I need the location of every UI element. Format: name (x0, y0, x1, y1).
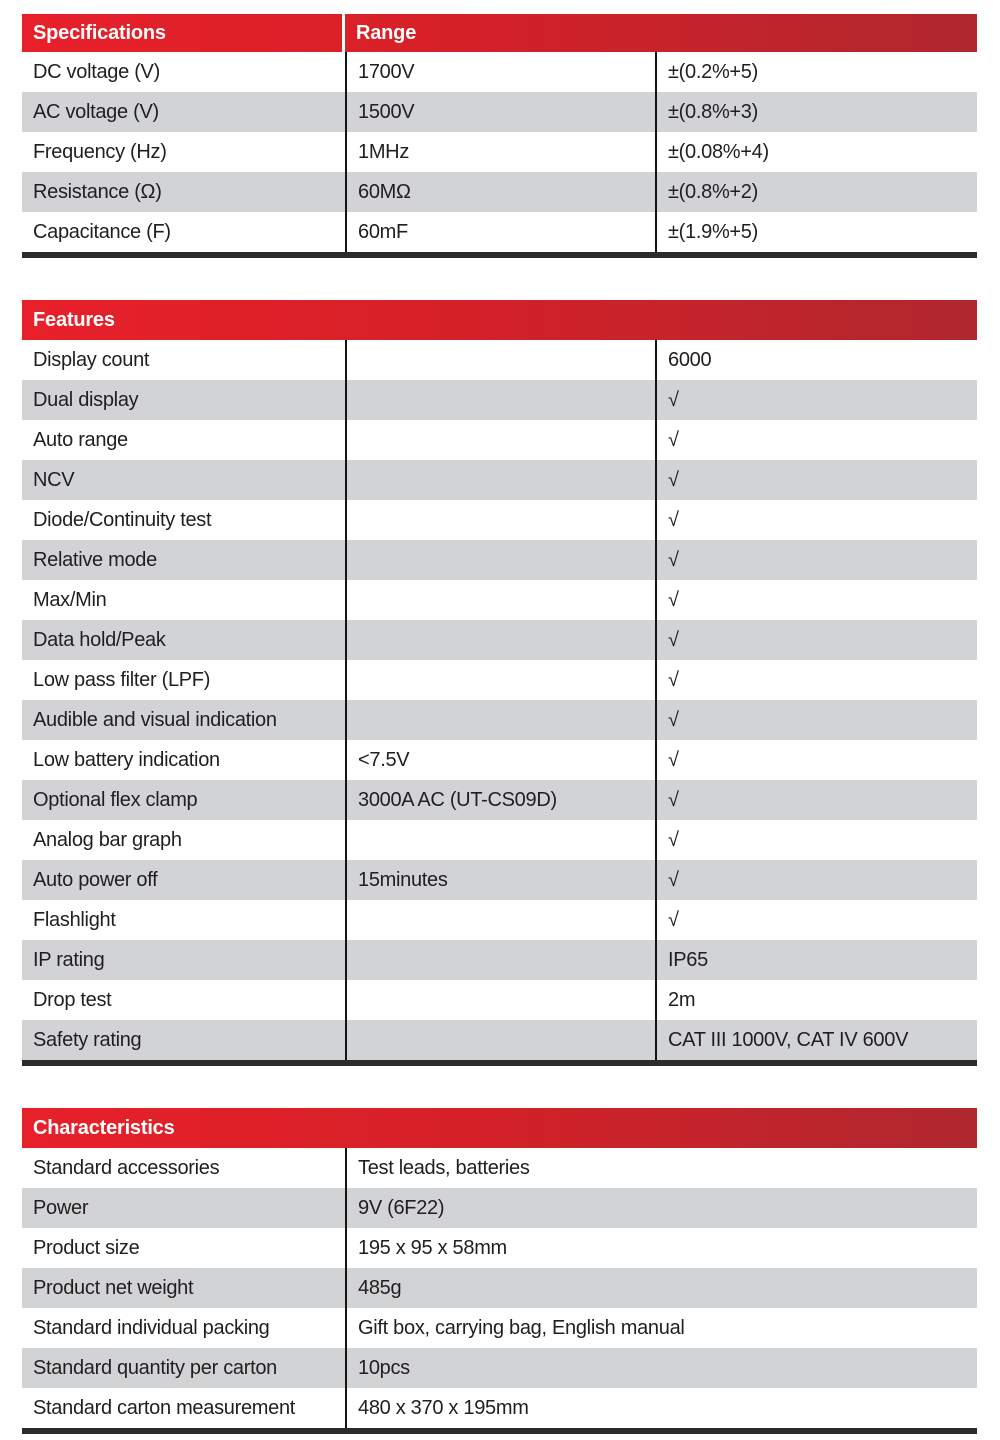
features-cell-col1: Display count (33, 348, 150, 371)
features-cell-col2: 15minutes (345, 860, 655, 900)
specifications-rows (22, 52, 977, 252)
features-cell-col2: <7.5V (345, 740, 655, 780)
features-table (22, 300, 977, 1066)
spec-row (22, 132, 977, 172)
spec-cell-col3: ±(0.8%+3) (655, 92, 977, 132)
features-cell-col2 (345, 900, 655, 940)
features-cell-col2 (345, 980, 655, 1020)
features-cell-col2 (345, 940, 655, 980)
characteristics-cell-col2: Gift box, carrying bag, English manual (345, 1308, 977, 1348)
specifications-header-title: Specifications (22, 14, 345, 52)
features-row (22, 500, 977, 540)
features-cell-col3: √ (655, 900, 977, 940)
features-cell-col2 (345, 460, 655, 500)
characteristics-cell-col1: Standard individual packing (33, 1316, 270, 1339)
features-row (22, 420, 977, 460)
features-cell-col1: Optional flex clamp (33, 788, 198, 811)
spec-cell-col2: 60MΩ (345, 172, 655, 212)
characteristics-cell-col2: 10pcs (345, 1348, 977, 1388)
features-rows (22, 340, 977, 1060)
specifications-bottom-border (22, 252, 977, 258)
features-cell-col3: 2m (655, 980, 977, 1020)
features-row (22, 540, 977, 580)
characteristics-cell-col2: Test leads, batteries (345, 1148, 977, 1188)
spec-cell-col2: 60mF (345, 212, 655, 252)
features-cell-col1: Analog bar graph (33, 828, 182, 851)
features-cell-col3: √ (655, 500, 977, 540)
features-cell-col1: IP rating (33, 948, 105, 971)
spec-cell-col3: ±(0.8%+2) (655, 172, 977, 212)
features-cell-col2 (345, 500, 655, 540)
features-cell-col3: √ (655, 700, 977, 740)
features-bottom-border (22, 1060, 977, 1066)
characteristics-row (22, 1148, 977, 1188)
spec-cell-col3: ±(1.9%+5) (655, 212, 977, 252)
features-cell-col2 (345, 1020, 655, 1060)
features-cell-col3: 6000 (655, 340, 977, 380)
features-row (22, 980, 977, 1020)
characteristics-cell-col1: Standard accessories (33, 1156, 220, 1179)
features-row (22, 620, 977, 660)
characteristics-cell-col1: Power (33, 1196, 89, 1219)
features-cell-col3: √ (655, 620, 977, 660)
characteristics-cell-col2: 485g (345, 1268, 977, 1308)
features-row (22, 460, 977, 500)
features-cell-col1: Max/Min (33, 588, 107, 611)
features-cell-col3: √ (655, 540, 977, 580)
features-cell-col3: √ (655, 780, 977, 820)
features-header: Features (22, 300, 977, 340)
spec-cell-col1: Frequency (Hz) (33, 140, 167, 163)
features-cell-col3: √ (655, 820, 977, 860)
specifications-table (22, 14, 977, 258)
features-cell-col2 (345, 420, 655, 460)
features-cell-col1: Data hold/Peak (33, 628, 166, 651)
features-cell-col1: Flashlight (33, 908, 116, 931)
features-cell-col1: Auto power off (33, 868, 158, 891)
spec-cell-col3: ±(0.08%+4) (655, 132, 977, 172)
characteristics-table (22, 1108, 977, 1434)
characteristics-row (22, 1308, 977, 1348)
features-cell-col1: Low battery indication (33, 748, 220, 771)
features-cell-col2 (345, 700, 655, 740)
spec-cell-col2: 1700V (345, 52, 655, 92)
spec-row (22, 92, 977, 132)
characteristics-cell-col2: 480 x 370 x 195mm (345, 1388, 977, 1428)
characteristics-row (22, 1188, 977, 1228)
features-row (22, 780, 977, 820)
features-cell-col1: NCV (33, 468, 75, 491)
features-cell-col2: 3000A AC (UT-CS09D) (345, 780, 655, 820)
features-cell-col2 (345, 340, 655, 380)
features-cell-col2 (345, 580, 655, 620)
spec-cell-col1: Resistance (Ω) (33, 180, 162, 203)
characteristics-cell-col1: Product size (33, 1236, 140, 1259)
features-cell-col1: Diode/Continuity test (33, 508, 212, 531)
features-cell-col3: CAT III 1000V, CAT IV 600V (655, 1020, 977, 1060)
features-cell-col3: √ (655, 420, 977, 460)
features-row (22, 740, 977, 780)
characteristics-row (22, 1268, 977, 1308)
features-cell-col3: IP65 (655, 940, 977, 980)
features-cell-col1: Audible and visual indication (33, 708, 277, 731)
features-cell-col3: √ (655, 580, 977, 620)
specifications-header (22, 14, 977, 52)
features-row (22, 700, 977, 740)
characteristics-row (22, 1228, 977, 1268)
features-row (22, 580, 977, 620)
features-cell-col2 (345, 620, 655, 660)
features-row (22, 940, 977, 980)
spec-cell-col1: AC voltage (V) (33, 100, 159, 123)
spec-row (22, 172, 977, 212)
characteristics-row (22, 1348, 977, 1388)
features-row (22, 1020, 977, 1060)
features-cell-col1: Drop test (33, 988, 112, 1011)
spec-cell-col2: 1500V (345, 92, 655, 132)
characteristics-rows (22, 1148, 977, 1428)
range-header-title: Range (356, 21, 417, 44)
features-row (22, 340, 977, 380)
features-cell-col1: Low pass filter (LPF) (33, 668, 211, 691)
features-cell-col2 (345, 660, 655, 700)
features-cell-col1: Relative mode (33, 548, 157, 571)
characteristics-row (22, 1388, 977, 1428)
spec-cell-col3: ±(0.2%+5) (655, 52, 977, 92)
features-cell-col1: Safety rating (33, 1028, 142, 1051)
features-row (22, 820, 977, 860)
features-cell-col3: √ (655, 660, 977, 700)
features-cell-col3: √ (655, 460, 977, 500)
spec-cell-col1: DC voltage (V) (33, 60, 160, 83)
features-cell-col3: √ (655, 380, 977, 420)
features-cell-col1: Dual display (33, 388, 139, 411)
features-cell-col2 (345, 380, 655, 420)
features-cell-col2 (345, 540, 655, 580)
characteristics-cell-col2: 195 x 95 x 58mm (345, 1228, 977, 1268)
features-row (22, 660, 977, 700)
characteristics-cell-col1: Standard quantity per carton (33, 1356, 277, 1379)
spec-row (22, 212, 977, 252)
characteristics-bottom-border (22, 1428, 977, 1434)
features-row (22, 380, 977, 420)
spec-row (22, 52, 977, 92)
characteristics-cell-col1: Product net weight (33, 1276, 194, 1299)
features-cell-col3: √ (655, 740, 977, 780)
spec-cell-col1: Capacitance (F) (33, 220, 171, 243)
spec-cell-col2: 1MHz (345, 132, 655, 172)
features-cell-col3: √ (655, 860, 977, 900)
features-cell-col2 (345, 820, 655, 860)
characteristics-cell-col1: Standard carton measurement (33, 1396, 296, 1419)
features-cell-col1: Auto range (33, 428, 128, 451)
characteristics-cell-col2: 9V (6F22) (345, 1188, 977, 1228)
characteristics-header: Characteristics (22, 1108, 977, 1148)
features-row (22, 900, 977, 940)
features-row (22, 860, 977, 900)
